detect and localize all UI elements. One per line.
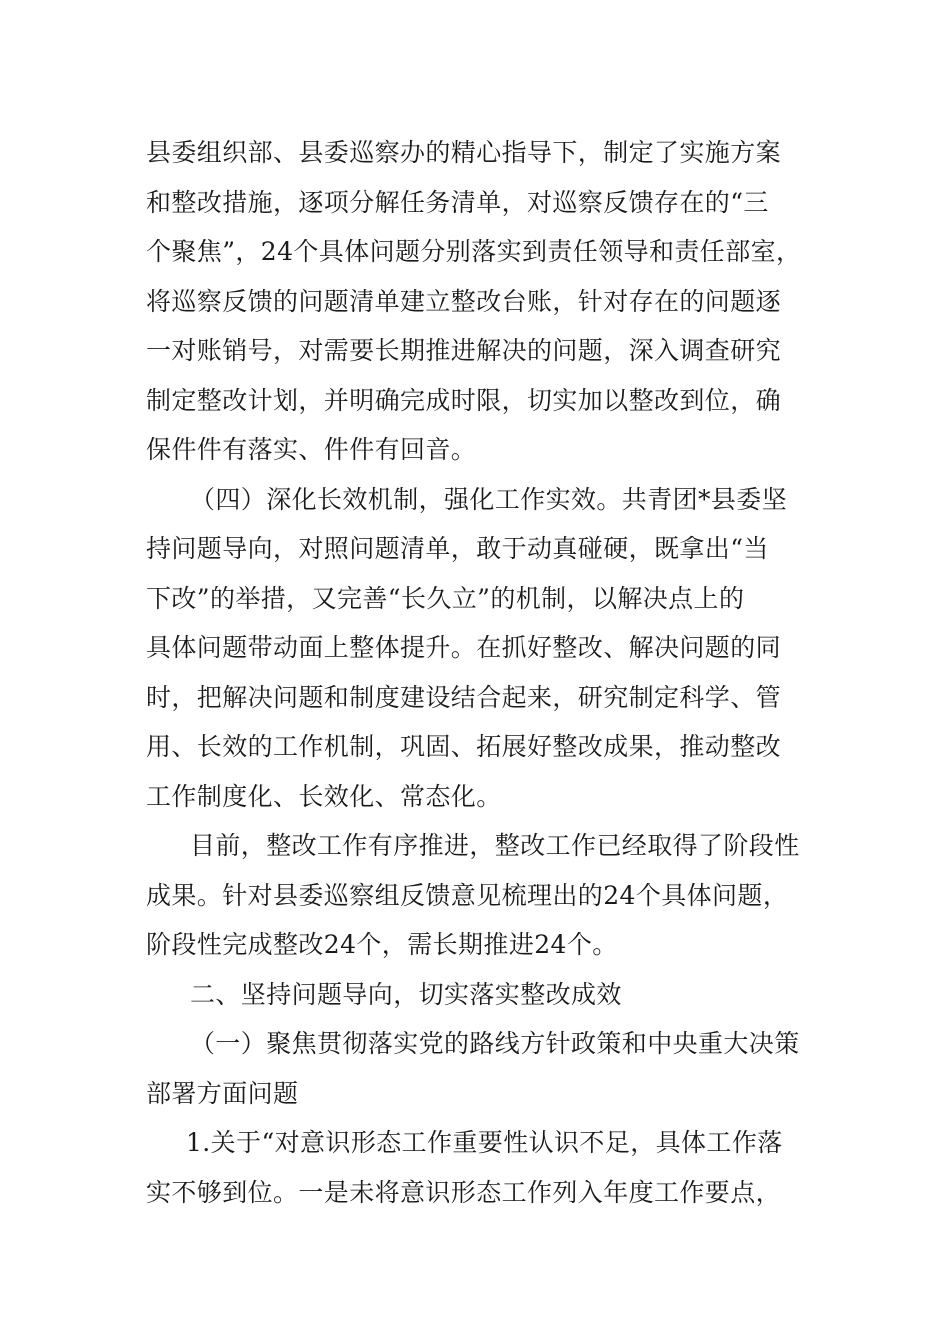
paragraph-line: 实不够到位。一是未将意识形态工作列入年度工作要点，: [146, 1177, 782, 1207]
paragraph-line: 下改”的举措，又完善“长久立”的机制，以解决点上的: [146, 583, 745, 613]
paragraph-line: 和整改措施，逐项分解任务清单，对巡察反馈存在的“三: [146, 187, 769, 217]
paragraph-line: 将巡察反馈的问题清单建立整改台账，针对存在的问题逐: [146, 286, 782, 316]
paragraph-line: 制定整改计划，并明确完成时限，切实加以整改到位，确: [146, 385, 782, 415]
paragraph-line: 目前，整改工作有序推进，整改工作已经取得了阶段性: [190, 831, 800, 860]
paragraph-line: 持问题导向，对照问题清单，敢于动真碰硬，既拿出“当: [146, 534, 769, 563]
paragraph-line: 一对账销号，对需要长期推进解决的问题，深入调查研究: [146, 336, 782, 365]
section-heading-line: 二、坚持问题导向，切实落实整改成效: [190, 979, 622, 1009]
subsection-heading-line: （一）聚焦贯彻落实党的路线方针政策和中央重大决策: [190, 1029, 800, 1058]
paragraph-line: 阶段性完成整改24个，需长期推进24个。: [146, 930, 618, 959]
subsection-heading-line: 部署方面问题: [146, 1078, 299, 1108]
paragraph-line: 保件件有落实、件件有回音。: [146, 435, 477, 464]
paragraph-line: 县委组织部、县委巡察办的精心指导下，制定了实施方案: [146, 138, 782, 167]
document-body: [146, 128, 816, 1217]
paragraph-line: 用、长效的工作机制，巩固、拓展好整改成果，推动整改: [146, 732, 782, 761]
paragraph-line: 具体问题带动面上整体提升。在抓好整改、解决问题的同: [146, 633, 782, 662]
paragraph-line: 时，把解决问题和制度建设结合起来，研究制定科学、管: [146, 682, 782, 712]
paragraph-line: 成果。针对县委巡察组反馈意见梳理出的24个具体问题，: [146, 880, 789, 910]
paragraph-line: 个聚焦”，24个具体问题分别落实到责任领导和责任部室，: [146, 237, 802, 266]
paragraph-line: 1.关于“对意识形态工作重要性认识不足，具体工作落: [186, 1128, 783, 1157]
paragraph-line: 工作制度化、长效化、常态化。: [146, 781, 502, 811]
section-heading-line: （四）深化长效机制，强化工作实效。共青团*县委坚: [190, 484, 788, 514]
